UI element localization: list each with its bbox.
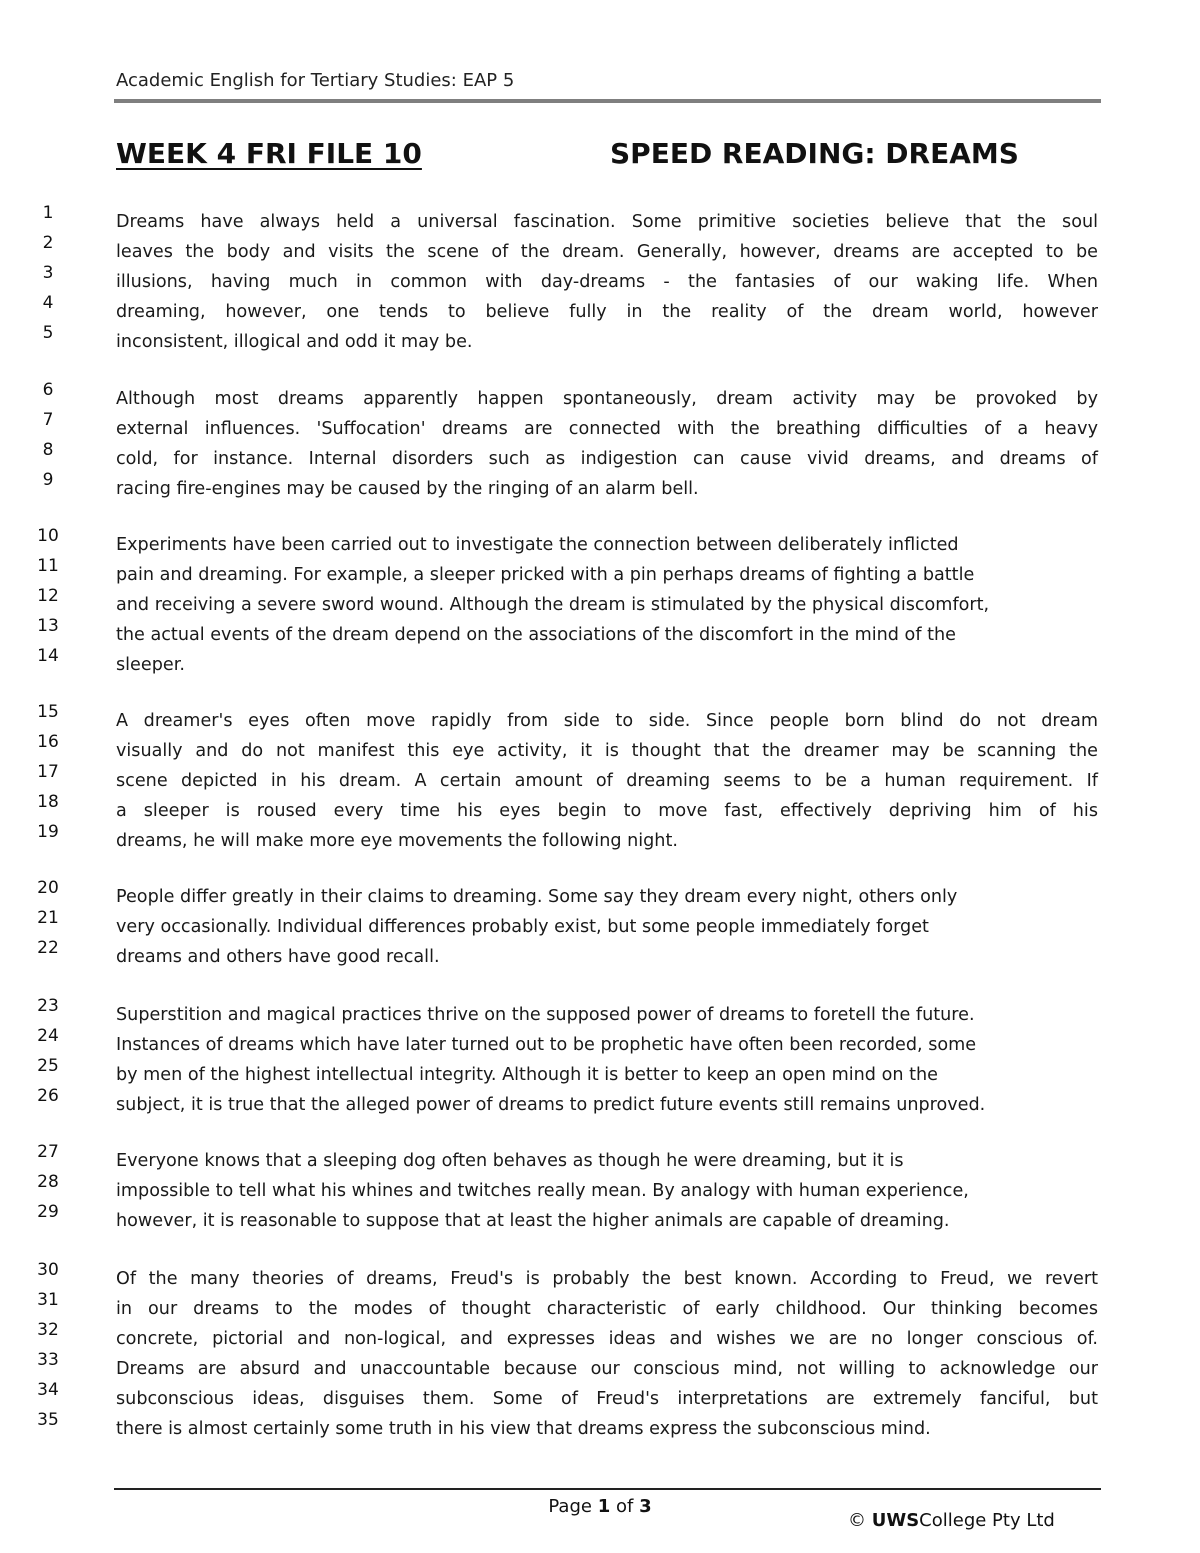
line-text: there is almost certainly some truth in his view that dreams express the subconscious mind. xyxy=(116,1419,931,1439)
footer-divider xyxy=(114,1488,1101,1490)
line-number: 12 xyxy=(37,586,59,606)
of-word: of xyxy=(615,1496,634,1517)
topic-title: SPEED READING: DREAMS xyxy=(610,137,1019,170)
text-line xyxy=(0,616,1200,650)
line-number: 27 xyxy=(37,1142,59,1162)
line-number: 1 xyxy=(42,203,54,223)
line-text: subject, it is true that the alleged power of dreams to predict future events still remains unproved. xyxy=(116,1095,986,1115)
text-line xyxy=(0,702,1200,736)
line-number: 2 xyxy=(42,233,54,253)
line-text: concrete, pictorial and non-logical, and expresses ideas and wishes we are no longer conscious of. xyxy=(116,1329,1098,1349)
line-text: pain and dreaming. For example, a sleeper pricked with a pin perhaps dreams of fighting a battle xyxy=(116,565,975,585)
line-text: People differ greatly in their claims to dreaming. Some say they dream every night, others only xyxy=(116,887,958,907)
text-line xyxy=(0,1290,1200,1324)
text-line xyxy=(0,440,1200,474)
line-number: 33 xyxy=(37,1350,59,1370)
line-number: 5 xyxy=(42,323,54,343)
line-text: a sleeper is roused every time his eyes begin to move fast, effectively depriving him of his xyxy=(116,801,1098,821)
text-line xyxy=(0,1086,1200,1120)
line-number: 19 xyxy=(37,822,59,842)
line-text: external influences. 'Suffocation' dreams are connected with the breathing difficulties of a heavy xyxy=(116,419,1098,439)
line-number: 34 xyxy=(37,1380,59,1400)
line-number: 32 xyxy=(37,1320,59,1340)
line-text: very occasionally. Individual differences probably exist, but some people immediately forget xyxy=(116,917,929,937)
line-number: 24 xyxy=(37,1026,59,1046)
text-line xyxy=(0,380,1200,414)
line-text: and receiving a severe sword wound. Although the dream is stimulated by the physical discomfort, xyxy=(116,595,990,615)
line-number: 22 xyxy=(37,938,59,958)
line-text: Dreams are absurd and unaccountable because our conscious mind, not willing to acknowledge our xyxy=(116,1359,1098,1379)
line-number: 4 xyxy=(42,293,54,313)
line-text: A dreamer's eyes often move rapidly from side to side. Since people born blind do not dream xyxy=(116,711,1098,731)
page-word: Page xyxy=(548,1496,592,1517)
text-line xyxy=(0,1320,1200,1354)
line-number: 6 xyxy=(42,380,54,400)
line-text: Everyone knows that a sleeping dog often behaves as though he were dreaming, but it is xyxy=(116,1151,904,1171)
text-line xyxy=(0,470,1200,504)
line-number: 30 xyxy=(37,1260,59,1280)
line-text: dreaming, however, one tends to believe fully in the reality of the dream world, however xyxy=(116,302,1098,322)
line-text: Superstition and magical practices thrive on the supposed power of dreams to foretell the future. xyxy=(116,1005,975,1025)
line-number: 28 xyxy=(37,1172,59,1192)
line-text: scene depicted in his dream. A certain amount of dreaming seems to be a human requirement. If xyxy=(116,771,1098,791)
line-text: sleeper. xyxy=(116,655,185,675)
line-text: illusions, having much in common with day-dreams - the fantasies of our waking life. When xyxy=(116,272,1098,292)
text-line xyxy=(0,233,1200,267)
line-number: 7 xyxy=(42,410,54,430)
page-total: 3 xyxy=(639,1496,652,1517)
line-number: 17 xyxy=(37,762,59,782)
copyright-notice xyxy=(848,1510,1055,1531)
line-number: 9 xyxy=(42,470,54,490)
text-line xyxy=(0,1056,1200,1090)
text-line xyxy=(0,1410,1200,1444)
text-line xyxy=(0,1380,1200,1414)
line-text: impossible to tell what his whines and twitches really mean. By analogy with human experience, xyxy=(116,1181,969,1201)
text-line xyxy=(0,1260,1200,1294)
line-number: 26 xyxy=(37,1086,59,1106)
line-number: 21 xyxy=(37,908,59,928)
line-text: inconsistent, illogical and odd it may be. xyxy=(116,332,473,352)
file-title: WEEK 4 FRI FILE 10 xyxy=(116,137,422,170)
line-number: 31 xyxy=(37,1290,59,1310)
line-text: leaves the body and visits the scene of the dream. Generally, however, dreams are accepted to be xyxy=(116,242,1098,262)
line-number: 35 xyxy=(37,1410,59,1430)
text-line xyxy=(0,556,1200,590)
text-line xyxy=(0,762,1200,796)
text-line xyxy=(0,908,1200,942)
text-line xyxy=(0,792,1200,826)
line-number: 25 xyxy=(37,1056,59,1076)
header-divider xyxy=(114,99,1101,103)
line-text: Of the many theories of dreams, Freud's is probably the best known. According to Freud, we revert xyxy=(116,1269,1098,1289)
text-line xyxy=(0,1142,1200,1176)
line-number: 29 xyxy=(37,1202,59,1222)
text-line xyxy=(0,878,1200,912)
text-line xyxy=(0,263,1200,297)
page-current: 1 xyxy=(597,1496,611,1517)
text-line xyxy=(0,203,1200,237)
text-line xyxy=(0,293,1200,327)
text-line xyxy=(0,938,1200,972)
org-name-bold: UWS xyxy=(871,1510,920,1531)
line-number: 15 xyxy=(37,702,59,722)
line-text: Experiments have been carried out to investigate the connection between deliberately inflicted xyxy=(116,535,959,555)
text-line xyxy=(0,1026,1200,1060)
line-text: Instances of dreams which have later turned out to be prophetic have often been recorded, some xyxy=(116,1035,977,1055)
text-line xyxy=(0,996,1200,1030)
line-number: 23 xyxy=(37,996,59,1016)
text-line xyxy=(0,822,1200,856)
text-line xyxy=(0,646,1200,680)
line-number: 20 xyxy=(37,878,59,898)
line-number: 8 xyxy=(42,440,54,460)
line-text: however, it is reasonable to suppose that at least the higher animals are capable of dreaming. xyxy=(116,1211,950,1231)
line-text: dreams, he will make more eye movements the following night. xyxy=(116,831,678,851)
copyright-symbol: © xyxy=(848,1510,866,1531)
line-number: 18 xyxy=(37,792,59,812)
line-text: Dreams have always held a universal fascination. Some primitive societies believe that the soul xyxy=(116,212,1098,232)
course-title: Academic English for Tertiary Studies: EAP 5 xyxy=(116,70,515,91)
text-line xyxy=(0,526,1200,560)
text-line xyxy=(0,1350,1200,1384)
line-number: 11 xyxy=(37,556,59,576)
text-line xyxy=(0,586,1200,620)
text-line xyxy=(0,1202,1200,1236)
line-number: 14 xyxy=(37,646,59,666)
line-number: 16 xyxy=(37,732,59,752)
line-text: by men of the highest intellectual integrity. Although it is better to keep an open mind on the xyxy=(116,1065,938,1085)
line-number: 3 xyxy=(42,263,54,283)
text-line xyxy=(0,323,1200,357)
text-line xyxy=(0,1172,1200,1206)
line-number: 10 xyxy=(37,526,59,546)
text-line xyxy=(0,732,1200,766)
line-text: in our dreams to the modes of thought characteristic of early childhood. Our thinking becomes xyxy=(116,1299,1098,1319)
line-text: the actual events of the dream depend on the associations of the discomfort in the mind of the xyxy=(116,625,956,645)
org-name-rest: College Pty Ltd xyxy=(919,1510,1055,1531)
line-number: 13 xyxy=(37,616,59,636)
line-text: racing fire-engines may be caused by the ringing of an alarm bell. xyxy=(116,479,699,499)
line-text: cold, for instance. Internal disorders such as indigestion can cause vivid dreams, and dreams of xyxy=(116,449,1098,469)
line-text: visually and do not manifest this eye activity, it is thought that the dreamer may be scanning the xyxy=(116,741,1098,761)
line-text: subconscious ideas, disguises them. Some of Freud's interpretations are extremely fanciful, but xyxy=(116,1389,1098,1409)
line-text: Although most dreams apparently happen spontaneously, dream activity may be provoked by xyxy=(116,389,1098,409)
text-line xyxy=(0,410,1200,444)
line-text: dreams and others have good recall. xyxy=(116,947,440,967)
